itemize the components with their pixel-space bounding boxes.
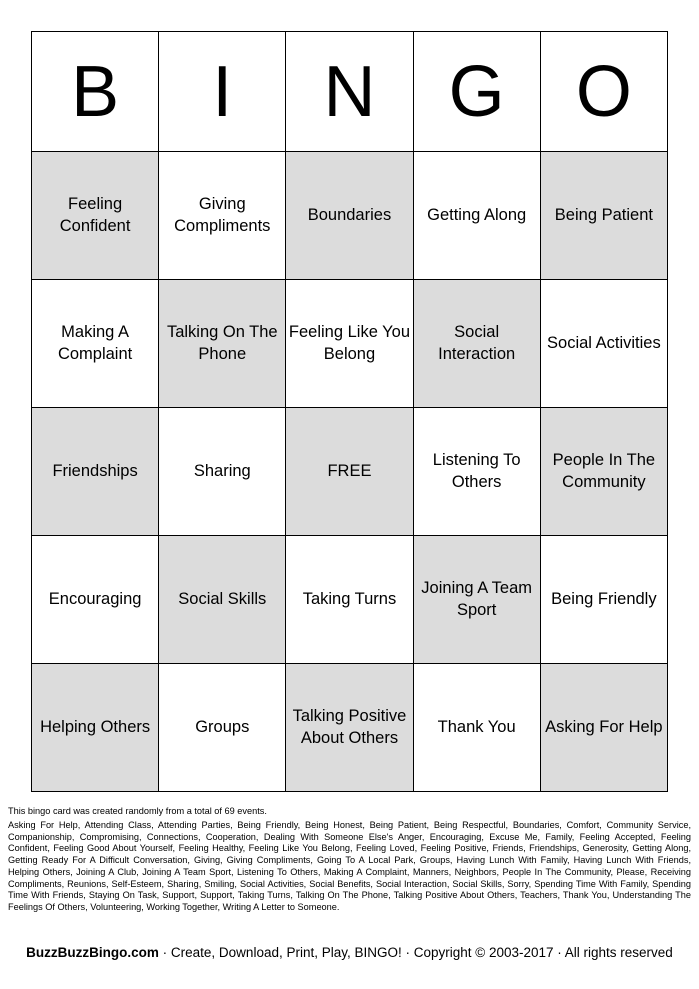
bingo-cell[interactable]: Listening To Others xyxy=(413,408,540,536)
bingo-cell[interactable]: Groups xyxy=(159,664,286,792)
footer-tagline: · Create, Download, Print, Play, BINGO! · Copyright © 2003-2017 · All rights reserved xyxy=(158,945,673,960)
bingo-header-letter-o: O xyxy=(540,32,667,152)
bingo-cell[interactable]: Making A Complaint xyxy=(32,280,159,408)
page-footer xyxy=(0,945,699,960)
bingo-header-letter-n: N xyxy=(286,32,413,152)
bingo-cell[interactable]: Social Interaction xyxy=(413,280,540,408)
bingo-cell[interactable]: Social Skills xyxy=(159,536,286,664)
bingo-cell[interactable]: Feeling Confident xyxy=(32,152,159,280)
bingo-cell[interactable]: Being Patient xyxy=(540,152,667,280)
bingo-cell[interactable]: Encouraging xyxy=(32,536,159,664)
bingo-cell[interactable]: Getting Along xyxy=(413,152,540,280)
bingo-cell[interactable]: Helping Others xyxy=(32,664,159,792)
bingo-cell[interactable]: Boundaries xyxy=(286,152,413,280)
bingo-header-letter-b: B xyxy=(32,32,159,152)
bingo-header-letter-g: G xyxy=(413,32,540,152)
notes-event-list: Asking For Help, Attending Class, Attending Parties, Being Friendly, Being Honest, Being Patient, Being Respectful, Boundaries, Comfort, Community Service, Companionship, Compromising, Connections, Cooperation, Dealing With Someone Else's Anger, Encouraging, Excuse Me, Family, Feeling Accepted, Feeling Confident, Feeling Good About Yourself, Feeling Healthy, Feeling Like You Belong, Feeling Loved, Feeling Positive, Friends, Friendships, Generosity, Getting Along, Getting Ready For A Difficult Conversation, Giving, Giving Compliments, Going To A Local Park, Groups, Having Lunch With Family, Having Lunch With Friends, Helping Others, Joining A Club, Joining A Team Sport, Listening To Others, Making A Complaint, Manners, Neighbors, People In The Community, Please, Receiving Compliments, Reunions, Self-Esteem, Sharing, Smiling, Social Activities, Social Benefits, Social Interaction, Social Skills, Sorry, Spending Time With Family, Spending Time With Friends, Staying On Task, Support, Support, Taking Turns, Talking On The Phone, Talking Positive About Others, Teachers, Thank You, Understanding The Feelings Of Others, Volunteering, Working Together, Writing A Letter to Someone. xyxy=(8,819,691,913)
notes-lead: This bingo card was created randomly from a total of 69 events. xyxy=(8,806,267,816)
bingo-card xyxy=(31,31,668,792)
bingo-header-letter-i: I xyxy=(159,32,286,152)
bingo-row xyxy=(32,664,668,792)
bingo-cell[interactable]: Sharing xyxy=(159,408,286,536)
bingo-cell[interactable]: Friendships xyxy=(32,408,159,536)
bingo-row xyxy=(32,536,668,664)
bingo-cell[interactable]: Talking On The Phone xyxy=(159,280,286,408)
bingo-cell[interactable]: Asking For Help xyxy=(540,664,667,792)
card-notes xyxy=(8,806,691,914)
bingo-cell[interactable]: People In The Community xyxy=(540,408,667,536)
bingo-cell[interactable]: Social Activities xyxy=(540,280,667,408)
bingo-cell[interactable]: Feeling Like You Belong xyxy=(286,280,413,408)
site-brand[interactable]: BuzzBuzzBingo.com xyxy=(26,945,159,960)
bingo-row xyxy=(32,408,668,536)
bingo-cell[interactable]: Joining A Team Sport xyxy=(413,536,540,664)
bingo-cell[interactable]: Being Friendly xyxy=(540,536,667,664)
bingo-cell-free[interactable]: FREE xyxy=(286,408,413,536)
bingo-cell[interactable]: Taking Turns xyxy=(286,536,413,664)
bingo-cell[interactable]: Giving Compliments xyxy=(159,152,286,280)
bingo-row xyxy=(32,152,668,280)
bingo-row xyxy=(32,280,668,408)
bingo-header-row xyxy=(32,32,668,152)
bingo-cell[interactable]: Thank You xyxy=(413,664,540,792)
bingo-cell[interactable]: Talking Positive About Others xyxy=(286,664,413,792)
